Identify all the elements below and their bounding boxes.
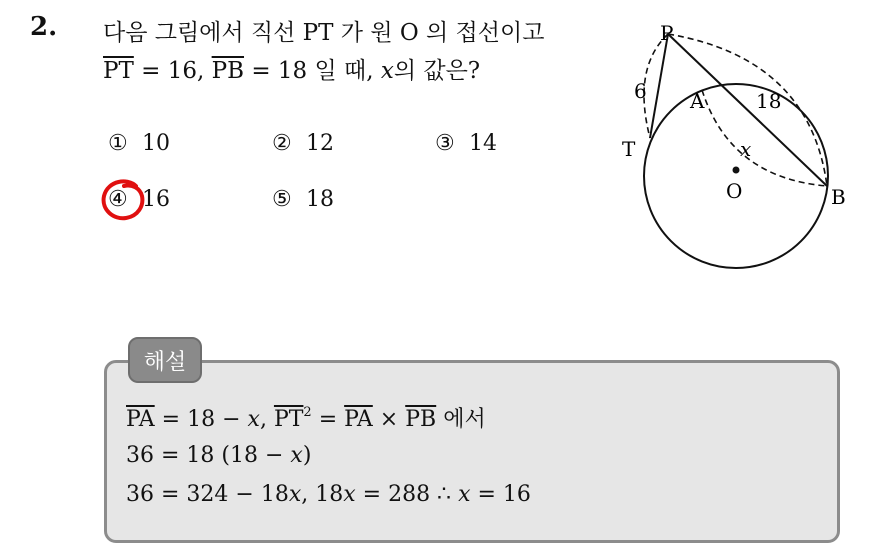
tangent-pt bbox=[650, 34, 668, 138]
text: , bbox=[259, 407, 274, 432]
choice-5[interactable] bbox=[272, 187, 334, 212]
label-18: 18 bbox=[756, 89, 782, 113]
equals-18: = 18 일 때, bbox=[244, 58, 381, 84]
choice-2[interactable] bbox=[272, 131, 334, 156]
variable-x: x bbox=[288, 482, 302, 507]
choice-mark: ③ bbox=[435, 131, 455, 156]
segment-pa: $\overline{PA}$ bbox=[126, 407, 155, 432]
variable-x: x bbox=[290, 443, 303, 468]
solution-line-2 bbox=[126, 443, 311, 468]
text: 36 = 18 (18 − bbox=[126, 443, 291, 468]
question-end: 의 값은? bbox=[393, 58, 481, 84]
segment-pb: $\overline{PB}$ bbox=[405, 407, 437, 432]
circle-o bbox=[644, 84, 828, 268]
solution-line-1 bbox=[126, 402, 486, 433]
choice-value: 18 bbox=[306, 187, 334, 212]
choice-value: 16 bbox=[142, 187, 170, 212]
variable-x: x bbox=[458, 482, 471, 507]
choice-value: 14 bbox=[469, 131, 497, 156]
text: × bbox=[372, 407, 406, 432]
question-line-1: 다음 그림에서 직선 PT 가 원 O 의 접선이고 bbox=[103, 20, 545, 46]
text: = 16 bbox=[470, 482, 531, 507]
label-x: x bbox=[740, 137, 752, 161]
choice-mark: ① bbox=[108, 131, 128, 156]
text: , 18 bbox=[301, 482, 344, 507]
variable-x: x bbox=[380, 58, 394, 84]
label-a: A bbox=[690, 89, 705, 113]
question-line-2 bbox=[103, 52, 480, 85]
choice-mark: ④ bbox=[108, 187, 128, 212]
solution-line-3 bbox=[126, 482, 531, 507]
text: = bbox=[311, 407, 345, 432]
choice-value: 12 bbox=[306, 131, 334, 156]
segment-pt: $\overline{PT}$ bbox=[273, 407, 304, 432]
label-b: B bbox=[831, 185, 846, 209]
choice-mark: ② bbox=[272, 131, 292, 156]
segment-pa: $\overline{PA}$ bbox=[344, 407, 373, 432]
label-o: O bbox=[726, 179, 743, 203]
label-6: 6 bbox=[634, 79, 647, 103]
label-t: T bbox=[622, 137, 636, 161]
geometry-figure bbox=[610, 18, 850, 273]
text: = 18 − bbox=[154, 407, 248, 432]
exponent: 2 bbox=[303, 405, 312, 420]
segment-pt: $\overline{PT}$ bbox=[103, 58, 134, 84]
equals-16: = 16, bbox=[133, 58, 212, 84]
text: = 288 ∴ bbox=[355, 482, 459, 507]
variable-x: x bbox=[343, 482, 356, 507]
center-point bbox=[733, 167, 740, 174]
answer-circle-icon bbox=[100, 178, 150, 224]
choice-3[interactable] bbox=[435, 131, 497, 156]
text: 36 = 324 − 18 bbox=[126, 482, 289, 507]
solution-tab: 해설 bbox=[128, 337, 202, 383]
choice-value: 10 bbox=[142, 131, 170, 156]
text: 에서 bbox=[436, 407, 486, 432]
choice-1[interactable] bbox=[108, 131, 170, 156]
variable-x: x bbox=[247, 407, 260, 432]
segment-pb: $\overline{PB}$ bbox=[211, 58, 245, 84]
choice-mark: ⑤ bbox=[272, 187, 292, 212]
question-number: 2. bbox=[30, 12, 58, 42]
text: ) bbox=[302, 443, 312, 468]
label-p: P bbox=[660, 21, 674, 45]
